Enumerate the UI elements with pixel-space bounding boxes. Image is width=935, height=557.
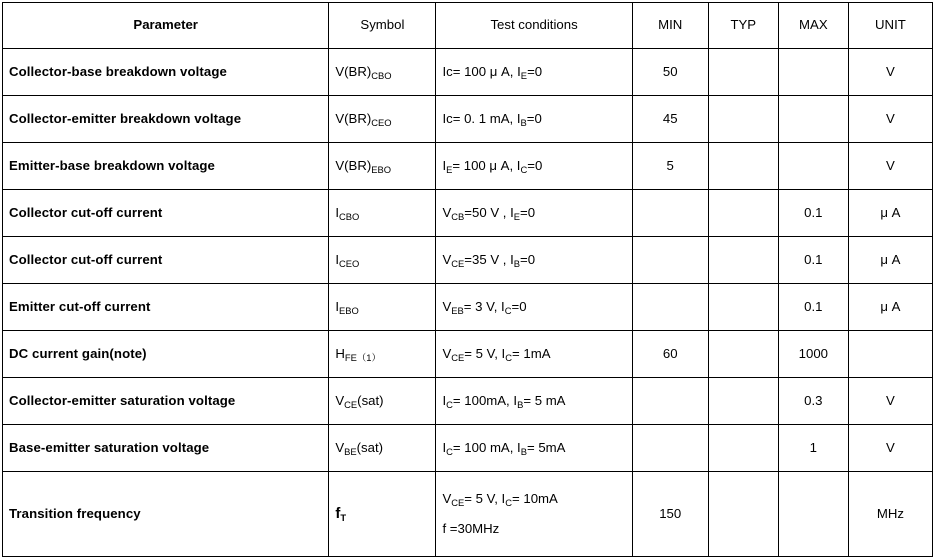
cell-min — [632, 237, 708, 284]
datasheet-table-page — [0, 2, 935, 556]
table-row — [3, 49, 933, 96]
column-header-unit: UNIT — [848, 3, 932, 49]
cell-unit: μ A — [848, 284, 932, 331]
cell-min — [632, 425, 708, 472]
cell-test-conditions: $V_{CE}=35$ V , $I_B=0$ — [436, 237, 632, 284]
table-row — [3, 237, 933, 284]
table-row — [3, 96, 933, 143]
cell-unit: V — [848, 378, 932, 425]
cell-parameter: Emitter-base breakdown voltage — [3, 143, 329, 190]
cell-parameter: Collector cut-off current — [3, 190, 329, 237]
cell-min — [632, 190, 708, 237]
cell-test-conditions: $V_{EB}= 3$ V, $I_C=0$ — [436, 284, 632, 331]
cell-parameter: Transition frequency — [3, 472, 329, 557]
cell-max: 0.1 — [778, 284, 848, 331]
cell-max: 0.3 — [778, 378, 848, 425]
cell-symbol: $I_{CEO}$ — [329, 237, 436, 284]
cell-unit: V — [848, 96, 932, 143]
cell-typ — [708, 472, 778, 557]
cell-unit: MHz — [848, 472, 932, 557]
cell-typ — [708, 378, 778, 425]
cell-min: 50 — [632, 49, 708, 96]
table-row — [3, 425, 933, 472]
cell-unit: V — [848, 425, 932, 472]
column-header-parameter: Parameter — [3, 3, 329, 49]
table-row — [3, 284, 933, 331]
cell-min: 45 — [632, 96, 708, 143]
cell-min — [632, 284, 708, 331]
cell-typ — [708, 237, 778, 284]
column-header-min: MIN — [632, 3, 708, 49]
cell-symbol: $V(BR)_{CBO}$ — [329, 49, 436, 96]
cell-symbol: $V_{CE}(sat)$ — [329, 378, 436, 425]
cell-unit: μ A — [848, 237, 932, 284]
cell-typ — [708, 425, 778, 472]
cell-max: 0.1 — [778, 237, 848, 284]
cell-typ — [708, 96, 778, 143]
table-header-row — [3, 3, 933, 49]
cell-symbol: $f_T$ — [329, 472, 436, 557]
cell-parameter: Base-emitter saturation voltage — [3, 425, 329, 472]
cell-parameter: Emitter cut-off current — [3, 284, 329, 331]
cell-typ — [708, 331, 778, 378]
cell-min: 5 — [632, 143, 708, 190]
cell-parameter: DC current gain(note) — [3, 331, 329, 378]
cell-max — [778, 472, 848, 557]
column-header-test-conditions: Test conditions — [436, 3, 632, 49]
cell-max: 1 — [778, 425, 848, 472]
cell-unit: V — [848, 143, 932, 190]
table-row — [3, 331, 933, 378]
cell-test-conditions: $V_{CE}= 5$ V, $I_C= 10mA$ f =30MHz — [436, 472, 632, 557]
cell-parameter: Collector cut-off current — [3, 237, 329, 284]
cell-unit: μ A — [848, 190, 932, 237]
table-row — [3, 190, 933, 237]
cell-test-conditions: $I_E= 100$ μ A, $I_C=0$ — [436, 143, 632, 190]
table-row — [3, 472, 933, 557]
column-header-typ: TYP — [708, 3, 778, 49]
cell-test-conditions: Ic= 0. 1 mA, $I_B=0$ — [436, 96, 632, 143]
column-header-max: MAX — [778, 3, 848, 49]
cell-typ — [708, 190, 778, 237]
cell-min: 150 — [632, 472, 708, 557]
cell-typ — [708, 284, 778, 331]
cell-parameter: Collector-emitter saturation voltage — [3, 378, 329, 425]
cell-parameter: Collector-emitter breakdown voltage — [3, 96, 329, 143]
table-body — [3, 49, 933, 557]
cell-max — [778, 96, 848, 143]
cell-parameter: Collector-base breakdown voltage — [3, 49, 329, 96]
cell-unit — [848, 331, 932, 378]
table-row — [3, 143, 933, 190]
cell-max: 0.1 — [778, 190, 848, 237]
cell-symbol: $V(BR)_{CEO}$ — [329, 96, 436, 143]
table-row — [3, 378, 933, 425]
cell-symbol: $V(BR)_{EBO}$ — [329, 143, 436, 190]
cell-max — [778, 49, 848, 96]
cell-symbol: $I_{CBO}$ — [329, 190, 436, 237]
cell-symbol: $V_{BE}(sat)$ — [329, 425, 436, 472]
cell-max — [778, 143, 848, 190]
cell-test-conditions: $I_C= 100mA$, $I_B= 5$ mA — [436, 378, 632, 425]
cell-min — [632, 378, 708, 425]
cell-unit: V — [848, 49, 932, 96]
electrical-characteristics-table — [2, 2, 933, 557]
column-header-symbol: Symbol — [329, 3, 436, 49]
table-header — [3, 3, 933, 49]
cell-test-conditions: $I_C= 100$ mA, $I_B= 5mA$ — [436, 425, 632, 472]
cell-test-conditions: $V_{CE}= 5$ V, $I_C= 1mA$ — [436, 331, 632, 378]
cell-typ — [708, 49, 778, 96]
cell-symbol: $H_{FE(1)}$ — [329, 331, 436, 378]
cell-min: 60 — [632, 331, 708, 378]
cell-symbol: $I_{EBO}$ — [329, 284, 436, 331]
cell-test-conditions: Ic= 100 μ A, $I_E=0$ — [436, 49, 632, 96]
cell-typ — [708, 143, 778, 190]
cell-max: 1000 — [778, 331, 848, 378]
cell-test-conditions: $V_{CB}=50$ V , $I_E=0$ — [436, 190, 632, 237]
